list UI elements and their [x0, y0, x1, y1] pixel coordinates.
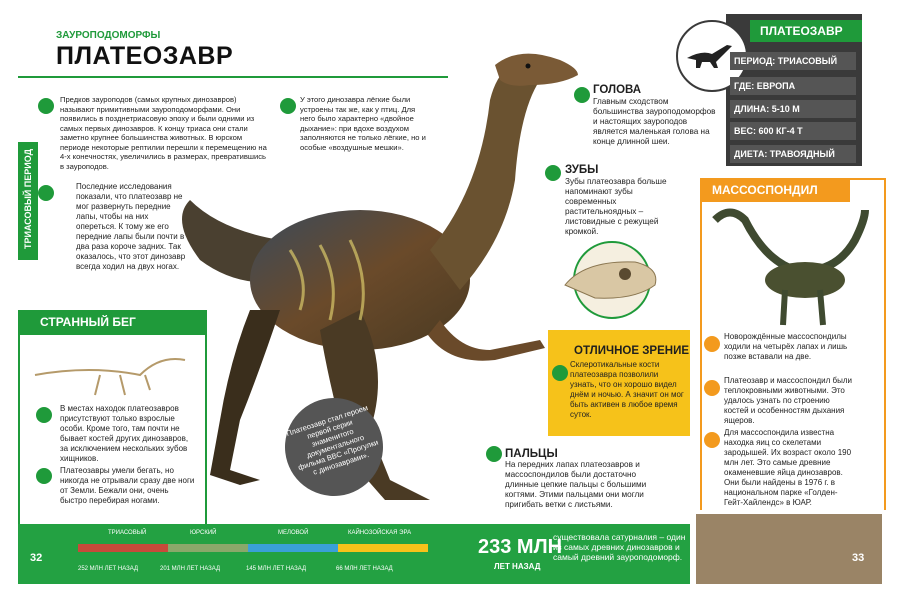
timeline-date-201: 201 МЛН ЛЕТ НАЗАД	[160, 566, 221, 572]
massospondylus-illustration	[705, 200, 875, 330]
bullet-dot	[38, 98, 54, 114]
bullet-dot	[704, 432, 720, 448]
vision-text: Склеротикальные кости платеозавра позволили узнать, что он хорошо видел днём и ночью. А значит он мог быть активен в любое время суток.	[570, 360, 684, 419]
timeline-label-cenozoic: КАЙНОЗОЙСКАЯ ЭРА	[348, 530, 412, 536]
bullet-dot	[574, 87, 590, 103]
bullet-dot	[486, 446, 502, 462]
fingers-title: ПАЛЬЦЫ	[505, 448, 558, 460]
bullet-dot	[704, 336, 720, 352]
bbc-badge-text: Платеозавр стал героем первой серии знаменитого документального фильма BBC «Прогулки с динозаврами».	[285, 403, 380, 477]
category-label: ЗАУРОПОДОМОРФЫ	[56, 30, 161, 41]
page-title: ПЛАТЕОЗАВР	[56, 42, 234, 70]
bullet-dot	[545, 165, 561, 181]
strange-run-title: СТРАННЫЙ БЕГ	[40, 315, 136, 329]
page-number-right: 33	[852, 552, 865, 564]
strange-run-text1: В местах находок платеозавров присутствуют только взрослые особи. Кроме того, там почти не бывает костей других динозавров, за исключением нескольких зубов хищников.	[60, 404, 189, 463]
head-title: ГОЛОВА	[593, 84, 642, 96]
timeline-date-66: 66 МЛН ЛЕТ НАЗАД	[336, 566, 393, 572]
strange-run-text2: Платеозавры умели бегать, но никогда не отрывали сразу две ноги от Земли. Бежали они, очень быстро перебирая ногами.	[60, 466, 195, 505]
bullet-dot	[38, 185, 54, 201]
bipedal-text: Последние исследования показали, что платеозавр не мог развернуть передние лапы, чтобы на них опереться. К тому же его передние лапы были почти в два раза короче задних. Так оказалось, что этот динозавр всегда ходил на двух ногах.	[76, 182, 186, 271]
fact-card-length: ДЛИНА: 5-10 М	[730, 100, 856, 118]
intro-text: Предков зауроподов (самых крупных динозавров) называют примитивными зауроподоморфами. Они появились в позднетриасовую эпоху и были одними из самых первых динозавров. К концу триаса они стали заметно крупнее большинства животных. В юрском периоде некоторые рептилии перешли к перемещению на 4-х конечностях, увеличились в размерах, превратившись в зауроподов.	[60, 95, 267, 171]
bullet-dot	[36, 407, 52, 423]
lungs-text: У этого динозавра лёгкие были устроены так же, как у птиц. Для него было характерно «двойное дыхание»: при вдохе воздухом заполняются не только лёгкие, но и особые «воздушные мешки».	[300, 95, 426, 152]
head-text: Главным сходством большинства зауроподоморфов и настоящих зауроподов является маленькая голова на конце длинной шеи.	[593, 97, 716, 146]
massospondylus-title: МАССОСПОНДИЛ	[712, 183, 818, 197]
bullet-dot	[704, 380, 720, 396]
page-number-left: 32	[30, 552, 43, 564]
fact-card-period: ПЕРИОД: ТРИАСОВЫЙ	[730, 52, 856, 70]
teeth-title: ЗУБЫ	[565, 164, 599, 176]
vision-title: ОТЛИЧНОЕ ЗРЕНИЕ	[574, 345, 689, 357]
big-number-desc: существовала сатурналия – один из самых древних динозавров и самый древний зауроподоморф.	[553, 532, 686, 562]
big-number: 233 МЛН	[478, 536, 563, 558]
timeline-label-cretaceous: МЕЛОВОЙ	[278, 530, 309, 536]
teeth-text: Зубы платеозавра больше напоминают зубы современных растительноядных – листовидные с режущей кромкой.	[565, 177, 667, 236]
massospondylus-text2: Платеозавр и массоспондил были теплокровными животными. Это удалось узнать по строению костей и особенностям дыхания ящеров.	[724, 376, 852, 425]
bullet-dot	[36, 468, 52, 484]
big-number-sub: ЛЕТ НАЗАД	[494, 562, 541, 571]
timeline-label-jurassic: ЮРСКИЙ	[190, 530, 217, 536]
period-side-tab	[18, 142, 38, 260]
geologic-timeline	[78, 540, 428, 558]
fact-card-diet: ДИЕТА: ТРАВОЯДНЫЙ	[730, 145, 856, 163]
timeline-date-145: 145 МЛН ЛЕТ НАЗАД	[246, 566, 307, 572]
bullet-dot	[552, 365, 568, 381]
egg-fossil-photo	[696, 514, 882, 584]
side-tab-label: ТРИАСОВЫЙ ПЕРИОД	[23, 148, 33, 250]
massospondylus-text1: Новорождённые массоспондилы ходили на четырёх лапах и лишь позже вставали на две.	[724, 332, 848, 361]
massospondylus-text3: Для массоспондила известна находка яиц со скелетами зародышей. Их возраст около 190 млн лет. Это самые древние окаменевшие яйца динозавров. Они были найдены в 1976 г. в национальном парке «Голден-Гейт-Хайлендс» в ЮАР.	[724, 428, 852, 507]
fact-card-title: ПЛАТЕОЗАВР	[760, 24, 843, 38]
skeleton-illustration	[30, 345, 190, 400]
skull-illustration	[555, 240, 670, 320]
fact-card-where: ГДЕ: ЕВРОПА	[730, 77, 856, 95]
timeline-date-252: 252 МЛН ЛЕТ НАЗАД	[78, 566, 139, 572]
fact-card-weight: ВЕС: 600 КГ-4 Т	[730, 122, 856, 140]
timeline-label-triassic: ТРИАСОВЫЙ	[108, 530, 147, 536]
fingers-text: На передних лапах платеозавров и массоспондилов были достаточно длинные цепкие пальцы с большими когтями. Этими пальцами они могли пригибать ветки с листьями.	[505, 460, 647, 509]
